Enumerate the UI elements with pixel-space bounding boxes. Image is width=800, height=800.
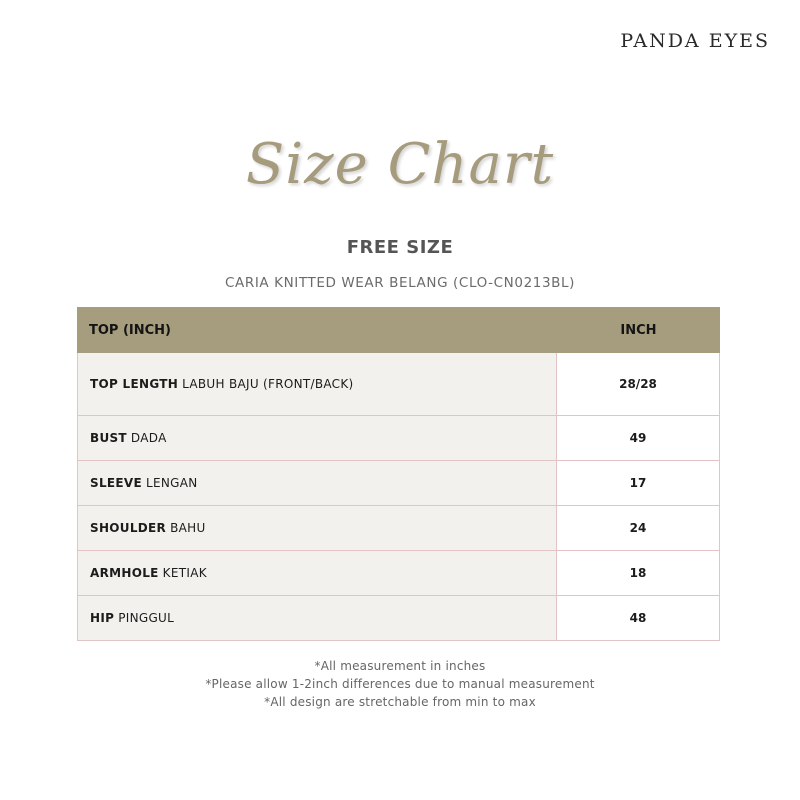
brand-logo: PANDA EYES — [620, 30, 770, 52]
measurement-notes — [0, 657, 800, 711]
row-label — [77, 551, 557, 595]
header-label: TOP (INCH) — [89, 322, 171, 338]
table-row — [77, 353, 720, 416]
row-value: 48 — [557, 596, 720, 640]
row-label-bold: SHOULDER — [90, 521, 167, 535]
row-label-bold: ARMHOLE — [90, 566, 159, 580]
header-value: INCH — [620, 322, 657, 338]
table-row — [77, 461, 720, 506]
row-label — [77, 506, 557, 550]
row-value: 24 — [557, 506, 720, 550]
row-label — [77, 461, 557, 505]
row-label-bold: SLEEVE — [90, 476, 142, 490]
row-label-text: BAHU — [170, 521, 206, 535]
note-line: *All design are stretchable from min to max — [264, 695, 536, 709]
table-row — [77, 596, 720, 641]
size-chart-title: Size Chart — [245, 132, 555, 197]
row-value: 49 — [557, 416, 720, 460]
product-name: CARIA KNITTED WEAR BELANG (CLO-CN0213BL) — [225, 275, 575, 291]
row-label — [77, 353, 557, 415]
row-value: 18 — [557, 551, 720, 595]
table-header — [77, 307, 720, 353]
table-row — [77, 416, 720, 461]
row-label-text: PINGGUL — [118, 611, 175, 625]
row-label — [77, 596, 557, 640]
size-table — [77, 307, 720, 641]
size-subtitle: FREE SIZE — [346, 237, 454, 258]
row-label-bold: BUST — [90, 431, 127, 445]
row-label-text: DADA — [130, 431, 167, 445]
row-label-text: LENGAN — [145, 476, 198, 490]
row-value: 17 — [557, 461, 720, 505]
row-label — [77, 416, 557, 460]
table-row — [77, 551, 720, 596]
row-label-bold: HIP — [90, 611, 115, 625]
row-label-text: KETIAK — [162, 566, 207, 580]
row-label-text: LABUH BAJU (FRONT/BACK) — [182, 377, 354, 391]
note-line: *All measurement in inches — [314, 659, 486, 673]
row-label-bold: TOP LENGTH — [90, 377, 179, 391]
row-value: 28/28 — [557, 353, 720, 415]
note-line: *Please allow 1-2inch differences due to manual measurement — [205, 677, 595, 691]
table-row — [77, 506, 720, 551]
